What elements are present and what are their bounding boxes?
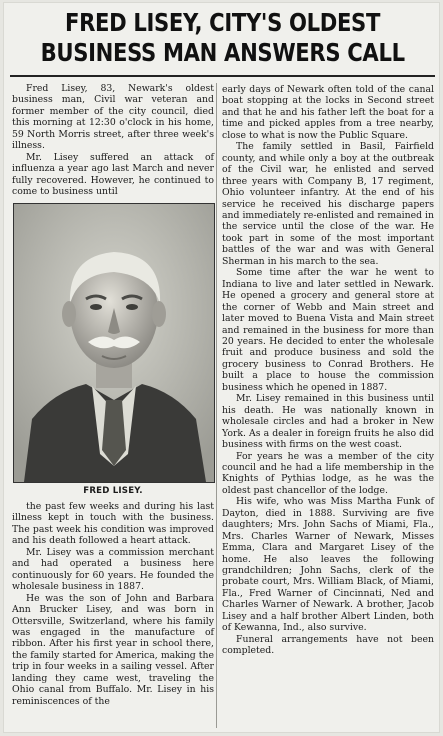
headline-line-1: FRED LISEY, CITY'S OLDEST <box>64 8 381 37</box>
photo-caption: FRED LISEY. <box>83 485 143 496</box>
article-paragraph: The family settled in Basil, Fairfield county, and while only a boy at the outbreak of the Civil war, he enlisted and served three years with Company B, 17 regiment, Ohio volunteer infantry. At the end of his service he received his discharge papers and immediately re-enlisted and remained in the service until the close of the war. He took part in some of the most important battles of the war and was with General Sherman in his march to the sea. <box>222 141 434 267</box>
article-paragraph: Fred Lisey, 83, Newark's oldest business man, Civil war veteran and former member of the city council, died this morning at 12:30 o'clock in his home, 59 North Morris street, after three week's illness. <box>12 83 214 152</box>
headline-line-2: BUSINESS MAN ANSWERS CALL <box>40 38 405 67</box>
article-paragraph: His wife, who was Miss Martha Funk of Dayton, died in 1888. Surviving are five daughters; Mrs. John Sachs of Miami, Fla., Mrs. Charles Warner of Newark, Misses Emma, Clara and Margaret Lisey of the home. He also leaves the following grandchildren; John Sachs, clerk of the probate court, Mrs. William Black, of Miami, Fla., Fred Warner of Cincinnati, Ned and Charles Warner of Newark. A brother, Jacob Lisey and a half brother Albert Linden, both of Kewanna, Ind., also survive. <box>222 496 434 634</box>
article-paragraph: Mr. Lisey remained in this business until his death. He was nationally known in wholesale circles and had a broker in New York. As a dealer in foreign fruits he also did business with firms on the west coast. <box>222 393 434 451</box>
article-paragraph: the past few weeks and during his last illness kept in touch with the business. The past week his condition was improved and his death followed a heart attack. <box>12 500 214 547</box>
portrait-image <box>14 204 214 482</box>
article-paragraph: Funeral arrangements have not been completed. <box>222 633 434 657</box>
article-paragraph: early days of Newark often told of the canal boat stopping at the locks in Second street and that he and his father left the boat for a time and picked apples from a tree nearby, close to what is now the Public Square. <box>222 84 434 141</box>
article-paragraph: Some time after the war he went to Indiana to live and later settled in Newark. He opened a grocery and general store at the corner of Webb and Main street and later moved to Buena Vista and Main street and remained in the business for more than 20 years. He decided to enter the wholesale fruit and produce business and sold the grocery business to Conrad Brothers. He built a place to house the commission business which he opened in 1887. <box>222 267 434 393</box>
right-column <box>222 84 434 657</box>
article-paragraph: Mr. Lisey was a commission merchant and had operated a business here continuously for 60 years. He founded the wholesale business in 1887. <box>12 546 214 593</box>
article-paragraph: Mr. Lisey suffered an attack of influenza a year ago last March and never fully recovered. However, he continued to come to business until <box>12 151 214 198</box>
headline <box>41 8 405 68</box>
portrait-photo <box>13 203 215 483</box>
article-paragraph: For years he was a member of the city council and he had a life membership in the Knights of Pythias lodge, as he was the oldest past chancellor of the lodge. <box>222 450 434 496</box>
article-paragraph: He was the son of John and Barbara Ann Brucker Lisey, and was born in Ottersville, Switzerland, where his family was engaged in the manufacture of ribbon. After his first year in school there, the family started for America, making the trip in four weeks in a sailing vessel. After landing they came west, traveling the Ohio canal from Buffalo. Mr. Lisey in his reminiscences of the <box>12 592 214 707</box>
column-divider <box>216 83 217 728</box>
headline-rule <box>10 75 435 77</box>
left-column <box>12 83 214 707</box>
